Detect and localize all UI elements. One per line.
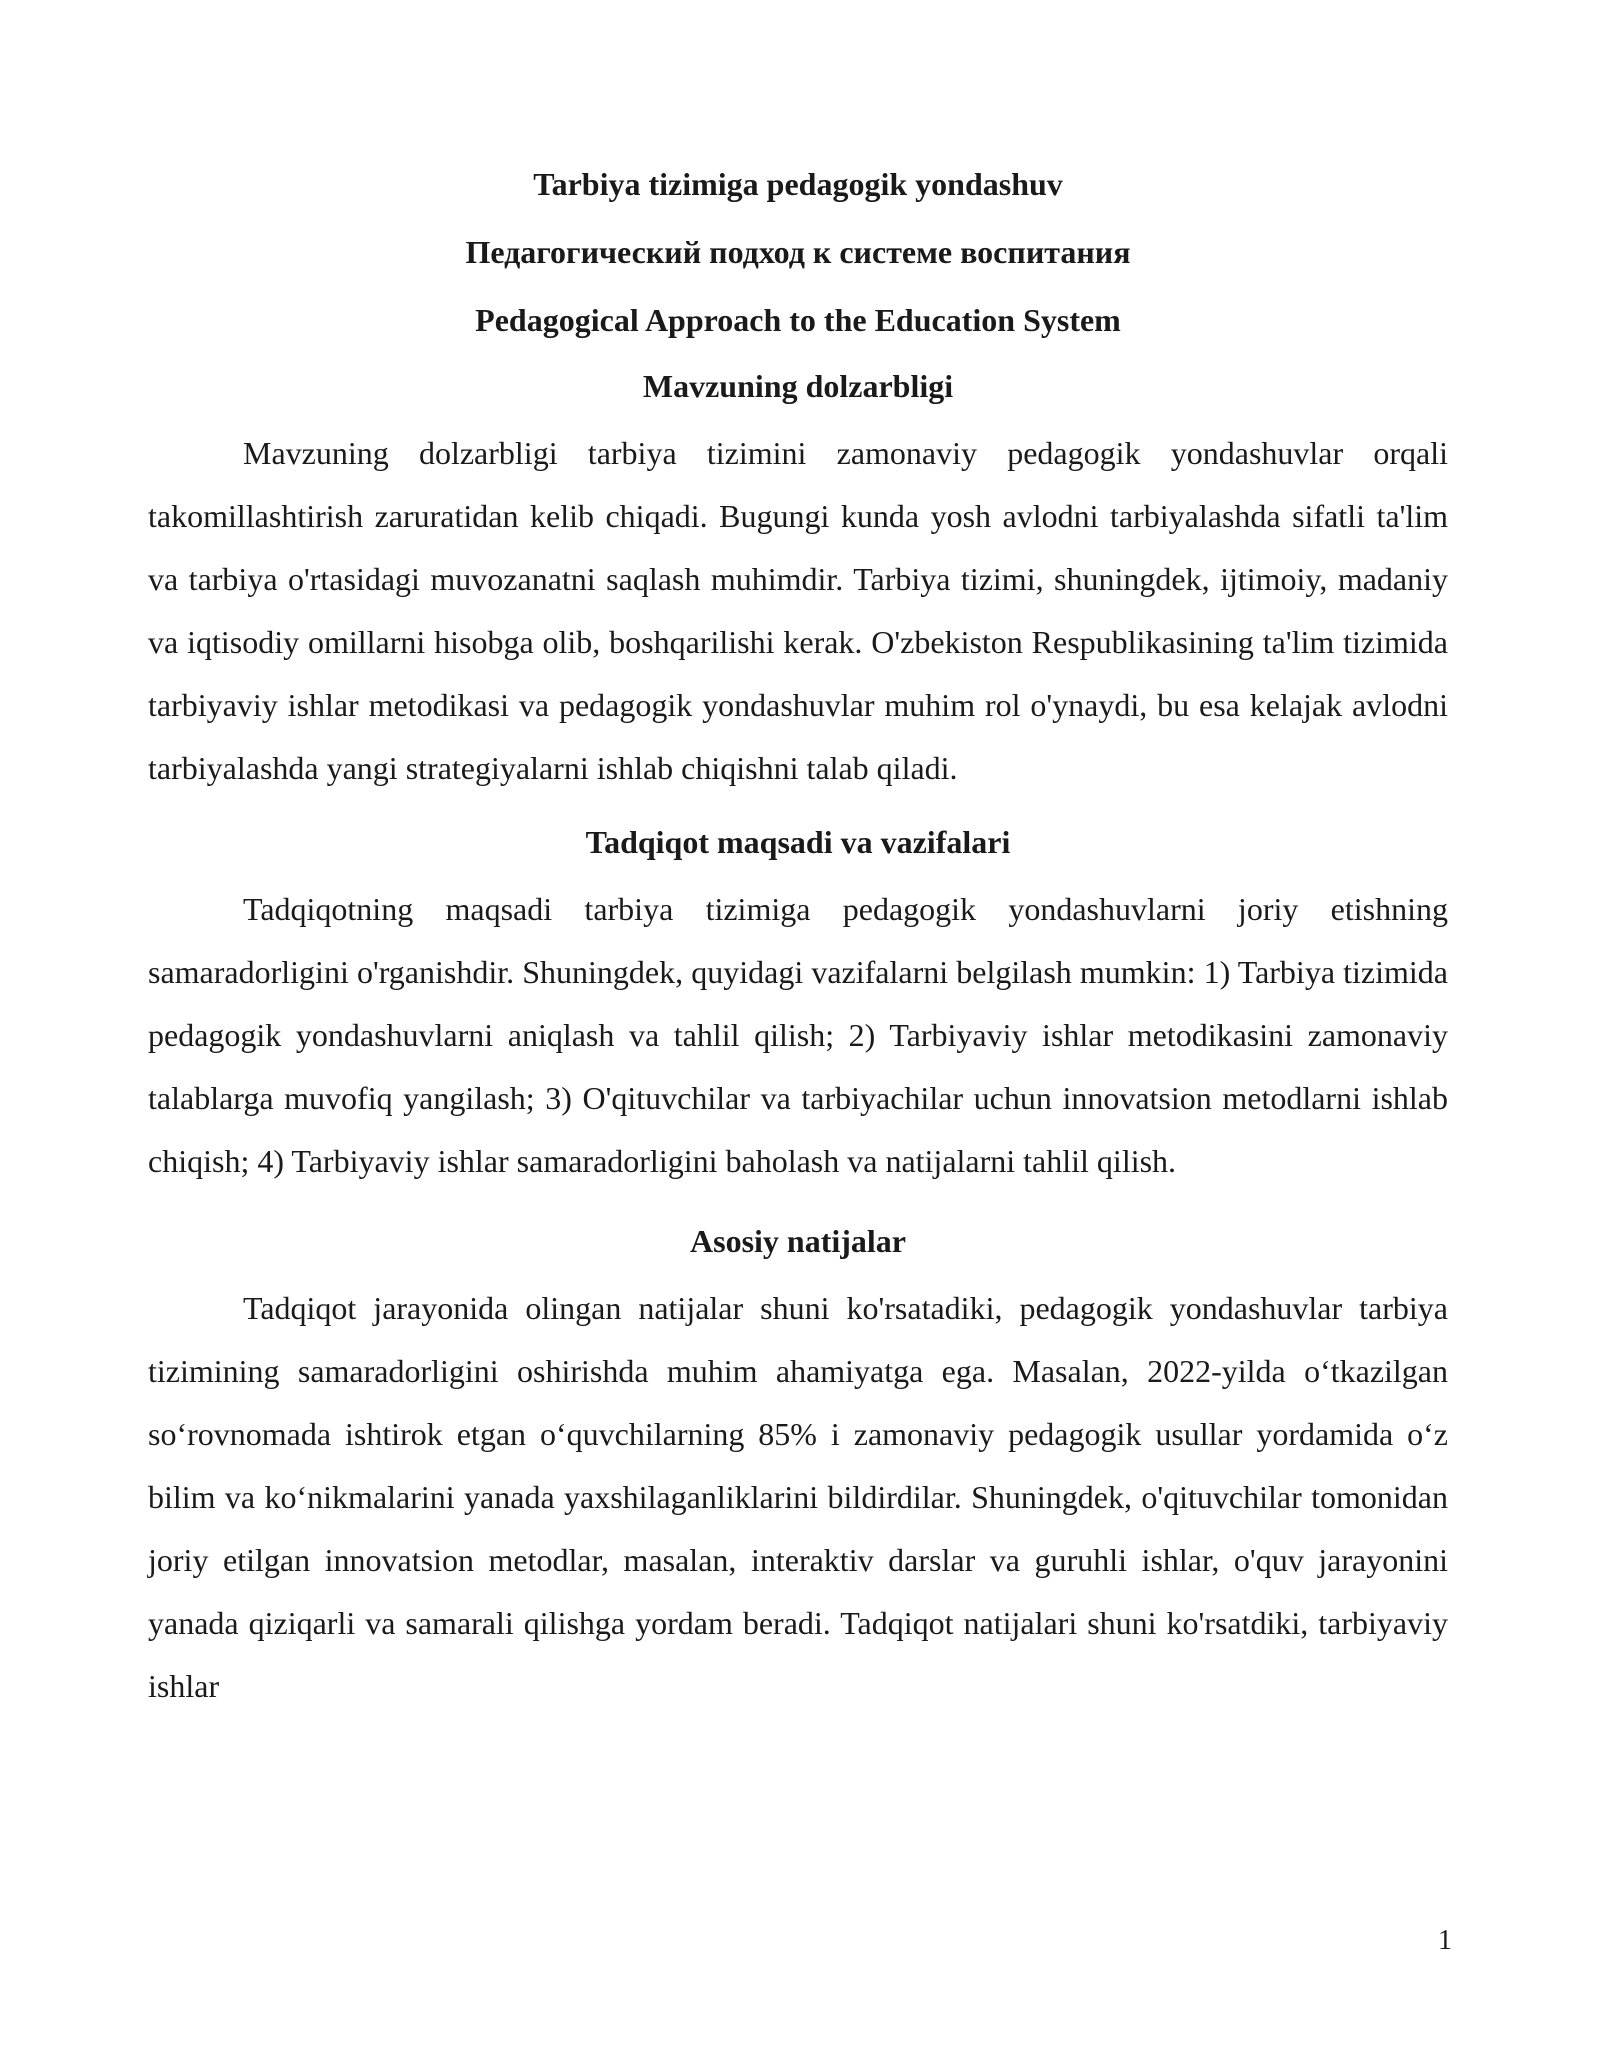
title-russian: Педагогический подход к системе воспитания	[465, 234, 1131, 270]
section-heading-relevance: Mavzuning dolzarbligi	[642, 368, 954, 404]
title-uzbek: Tarbiya tizimiga pedagogik yondashuv	[533, 166, 1063, 202]
title-english: Pedagogical Approach to the Education System	[475, 302, 1121, 338]
section-paragraph-relevance: Mavzuning dolzarbligi tarbiya tizimini zamonaviy pedagogik yondashuvlar orqali takomillashtirish zaruratidan kelib chiqadi. Bugungi kunda yosh avlodni tarbiyalashda sifatli ta'lim va tarbiya o'rtasidagi muvozanatni saqlash muhimdir. Tarbiya tizimi, shuningdek, ijtimoiy, madaniy va iqtisodiy omillarni hisobga olib, boshqarilishi kerak. O'zbekiston Respublikasining ta'lim tizimida tarbiyaviy ishlar metodikasi va pedagogik yondashuvlar muhim rol o'ynaydi, bu esa kelajak avlodni tarbiyalashda yangi strategiyalarni ishlab chiqishni talab qiladi.	[148, 435, 1448, 786]
page-content	[148, 150, 1448, 1718]
section-heading-results: Asosiy natijalar	[690, 1223, 906, 1259]
section-heading-goals: Tadqiqot maqsadi va vazifalari	[585, 824, 1011, 860]
section-paragraph-goals: Tadqiqotning maqsadi tarbiya tizimiga pedagogik yondashuvlarni joriy etishning samaradorligini o'rganishdir. Shuningdek, quyidagi vazifalarni belgilash mumkin: 1) Tarbiya tizimida pedagogik yondashuvlarni aniqlash va tahlil qilish; 2) Tarbiyaviy ishlar metodikasini zamonaviy talablarga muvofiq yangilash; 3) O'qituvchilar va tarbiyachilar uchun innovatsion metodlarni ishlab chiqish; 4) Tarbiyaviy ishlar samaradorligini baholash va natijalarni tahlil qilish.	[148, 891, 1448, 1179]
page-number: 1	[1438, 1925, 1452, 1956]
section-paragraph-results: Tadqiqot jarayonida olingan natijalar shuni ko'rsatadiki, pedagogik yondashuvlar tarbiya tizimining samaradorligini oshirishda muhim ahamiyatga ega. Masalan, 2022-yilda oʻtkazilgan soʻrovnomada ishtirok etgan oʻquvchilarning 85% i zamonaviy pedagogik usullar yordamida oʻz bilim va koʻnikmalarini yanada yaxshilaganliklarini bildirdilar. Shuningdek, o'qituvchilar tomonidan joriy etilgan innovatsion metodlar, masalan, interaktiv darslar va guruhli ishlar, o'quv jarayonini yanada qiziqarli va samarali qilishga yordam beradi. Tadqiqot natijalari shuni ko'rsatdiki, tarbiyaviy ishlar	[148, 1290, 1448, 1704]
